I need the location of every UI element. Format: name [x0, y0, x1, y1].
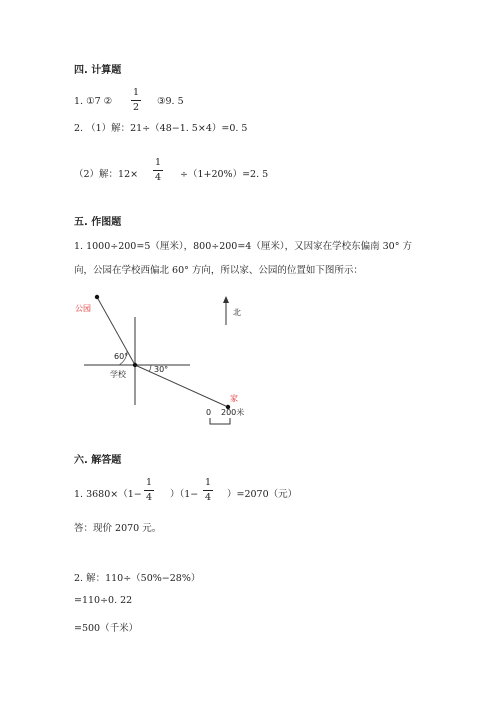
angle-30-label: 30°	[154, 365, 169, 374]
s6-q2-line1: 2. 解：110÷（50%−28%）	[74, 573, 201, 584]
s4-line1-start: 1. ①7 ②	[74, 96, 113, 107]
s4-line1-end: ③9. 5	[157, 96, 184, 107]
s5-line2: 向，公园在学校西偏北 60° 方向，所以家、公园的位置如下图所示：	[74, 265, 363, 276]
s6-q2-line3: =500（千米）	[74, 623, 139, 634]
scale-zero-label: 0	[206, 408, 212, 417]
fraction-denominator: 4	[145, 492, 153, 503]
home-label: 家	[230, 394, 238, 403]
park-label: 公园	[75, 304, 91, 313]
s6-q1-answer: 答：现价 2070 元。	[74, 523, 162, 534]
section-4-title: 四. 计算题	[74, 65, 122, 76]
fraction-denominator: 4	[204, 492, 212, 503]
s6-q1-middle: ）（1−	[170, 489, 199, 500]
fraction-numerator: 1	[154, 157, 162, 168]
school-point	[133, 363, 137, 367]
north-label: 北	[233, 308, 241, 317]
fraction-numerator: 1	[204, 477, 212, 488]
scale-bar	[210, 418, 230, 424]
s6-q2-line2: =110÷0. 22	[74, 595, 133, 606]
fraction-denominator: 4	[154, 172, 162, 183]
fraction-numerator: 1	[145, 477, 153, 488]
angle-30-arc	[149, 365, 151, 372]
angle-60-label: 60°	[114, 352, 129, 361]
s4-line3-start: （2）解：12×	[74, 169, 139, 180]
s6-q1-fraction-2	[203, 477, 213, 504]
scale-200-label: 200米	[221, 408, 245, 417]
section-6-title: 六. 解答题	[74, 455, 122, 466]
fraction-denominator: 2	[132, 102, 140, 113]
north-arrow-icon	[223, 296, 229, 303]
s6-q1-fraction-1	[144, 477, 154, 504]
fraction-numerator: 1	[132, 87, 140, 98]
park-point	[95, 295, 99, 299]
section-5-title: 五. 作图题	[74, 217, 122, 228]
fraction-bar	[144, 490, 154, 491]
fraction-bar	[203, 490, 213, 491]
s4-line2: 2. （1）解：21÷（48−1. 5×4）=0. 5	[74, 123, 248, 134]
s6-q1-start: 1. 3680×（1−	[74, 489, 142, 500]
s6-q1-end: ）=2070（元）	[227, 489, 298, 500]
s5-line1: 1. 1000÷200=5（厘米），800÷200=4（厘米），又因家在学校东偏南 30° 方	[74, 241, 412, 252]
school-label: 学校	[110, 370, 126, 379]
s4-line3-end: ÷（1+20%）=2. 5	[180, 169, 269, 180]
